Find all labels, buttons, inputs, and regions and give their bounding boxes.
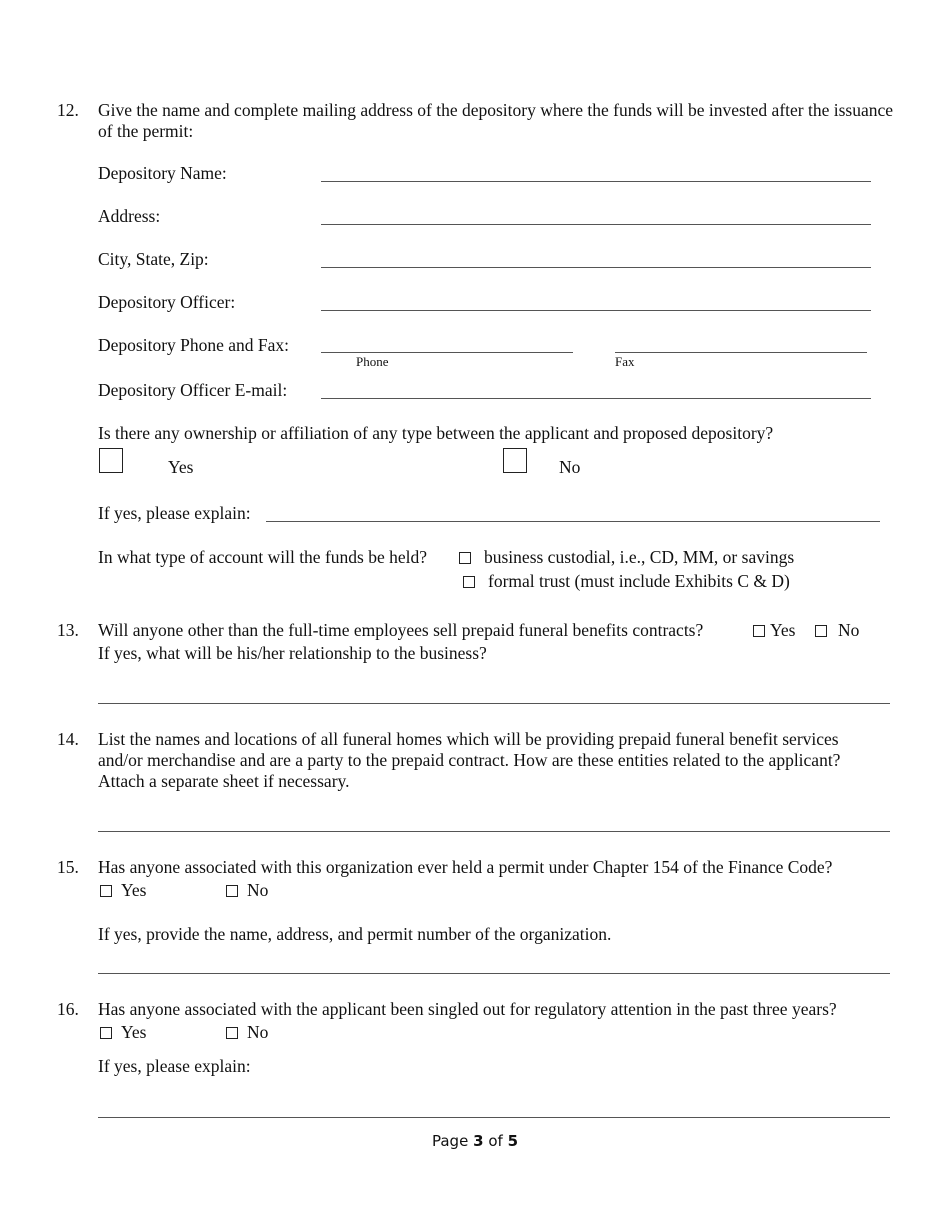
explain-field[interactable] (266, 521, 880, 522)
affiliation-no-checkbox[interactable] (503, 448, 527, 473)
q12-text: Give the name and complete mailing address of the depository where the funds will be invested after the issuance of the permit: (98, 100, 894, 141)
q14-line1: List the names and locations of all funeral homes which will be providing prepaid funeral benefit services (98, 729, 839, 749)
depository-officer-label: Depository Officer: (98, 292, 236, 312)
page-footer (0, 1131, 950, 1152)
trust-checkbox[interactable] (463, 576, 475, 588)
depository-name-field[interactable] (321, 181, 871, 182)
q13-no-checkbox[interactable] (815, 625, 827, 637)
explain-label: If yes, please explain: (98, 503, 251, 523)
q13-yes-label: Yes (770, 620, 796, 640)
affiliation-yes-label: Yes (168, 457, 194, 477)
trust-label: formal trust (must include Exhibits C & D) (488, 571, 790, 591)
q15-followup: If yes, provide the name, address, and permit number of the organization. (98, 924, 612, 944)
depository-officer-field[interactable] (321, 310, 871, 311)
fax-field[interactable] (615, 352, 867, 353)
q16-answer-field[interactable] (98, 1117, 890, 1118)
q16-number: 16. (57, 999, 79, 1019)
q13-followup: If yes, what will be his/her relationship to the business? (98, 643, 487, 663)
q15-yes-option[interactable] (100, 880, 146, 901)
page-total: 5 (507, 1132, 518, 1150)
q16-no-checkbox[interactable] (226, 1027, 238, 1039)
q15-yes-label: Yes (121, 880, 147, 900)
account-question: In what type of account will the funds be held? (98, 547, 427, 567)
affiliation-question: Is there any ownership or affiliation of any type between the applicant and proposed depository? (98, 423, 774, 443)
account-option-trust[interactable] (463, 571, 790, 592)
depository-name-label: Depository Name: (98, 163, 227, 183)
q15-yes-checkbox[interactable] (100, 885, 112, 897)
q13-no-label: No (838, 620, 860, 640)
officer-email-field[interactable] (321, 398, 871, 399)
account-option-custodial[interactable] (459, 547, 794, 568)
phone-field[interactable] (321, 352, 573, 353)
q13-yes-option[interactable] (753, 620, 795, 641)
officer-email-label: Depository Officer E-mail: (98, 380, 288, 400)
q15-no-checkbox[interactable] (226, 885, 238, 897)
q12-number: 12. (57, 100, 79, 120)
q16-followup: If yes, please explain: (98, 1056, 251, 1076)
q15-answer-field[interactable] (98, 973, 890, 974)
q16-no-option[interactable] (226, 1022, 268, 1043)
affiliation-yes-checkbox[interactable] (99, 448, 123, 473)
q14-line3: Attach a separate sheet if necessary. (98, 771, 350, 791)
q14-answer-field[interactable] (98, 831, 890, 832)
q15-no-label: No (247, 880, 269, 900)
fax-sublabel: Fax (615, 354, 635, 369)
address-field[interactable] (321, 224, 871, 225)
q16-yes-label: Yes (121, 1022, 147, 1042)
q14-line2: and/or merchandise and are a party to the prepaid contract. How are these entities related to the applicant? (98, 750, 841, 770)
q16-yes-option[interactable] (100, 1022, 146, 1043)
phone-fax-label: Depository Phone and Fax: (98, 335, 290, 355)
custodial-checkbox[interactable] (459, 552, 471, 564)
affiliation-no-label: No (559, 457, 581, 477)
address-label: Address: (98, 206, 161, 226)
q14-number: 14. (57, 729, 79, 749)
q13-text: Will anyone other than the full-time employees sell prepaid funeral benefits contracts? (98, 620, 704, 640)
city-state-zip-label: City, State, Zip: (98, 249, 209, 269)
q13-answer-field[interactable] (98, 703, 890, 704)
q15-no-option[interactable] (226, 880, 268, 901)
q13-yes-checkbox[interactable] (753, 625, 765, 637)
q13-number: 13. (57, 620, 79, 640)
q16-no-label: No (247, 1022, 269, 1042)
q15-number: 15. (57, 857, 79, 877)
page-current: 3 (473, 1132, 484, 1150)
q16-text: Has anyone associated with the applicant been singled out for regulatory attention in the past three years? (98, 999, 837, 1019)
page-of-word: of (488, 1132, 503, 1150)
phone-sublabel: Phone (356, 354, 389, 369)
q16-yes-checkbox[interactable] (100, 1027, 112, 1039)
q13-no-option[interactable] (815, 620, 859, 641)
page-word: Page (431, 1132, 469, 1150)
custodial-label: business custodial, i.e., CD, MM, or savings (484, 547, 795, 567)
q15-text: Has anyone associated with this organization ever held a permit under Chapter 154 of the Finance Code? (98, 857, 833, 877)
city-state-zip-field[interactable] (321, 267, 871, 268)
